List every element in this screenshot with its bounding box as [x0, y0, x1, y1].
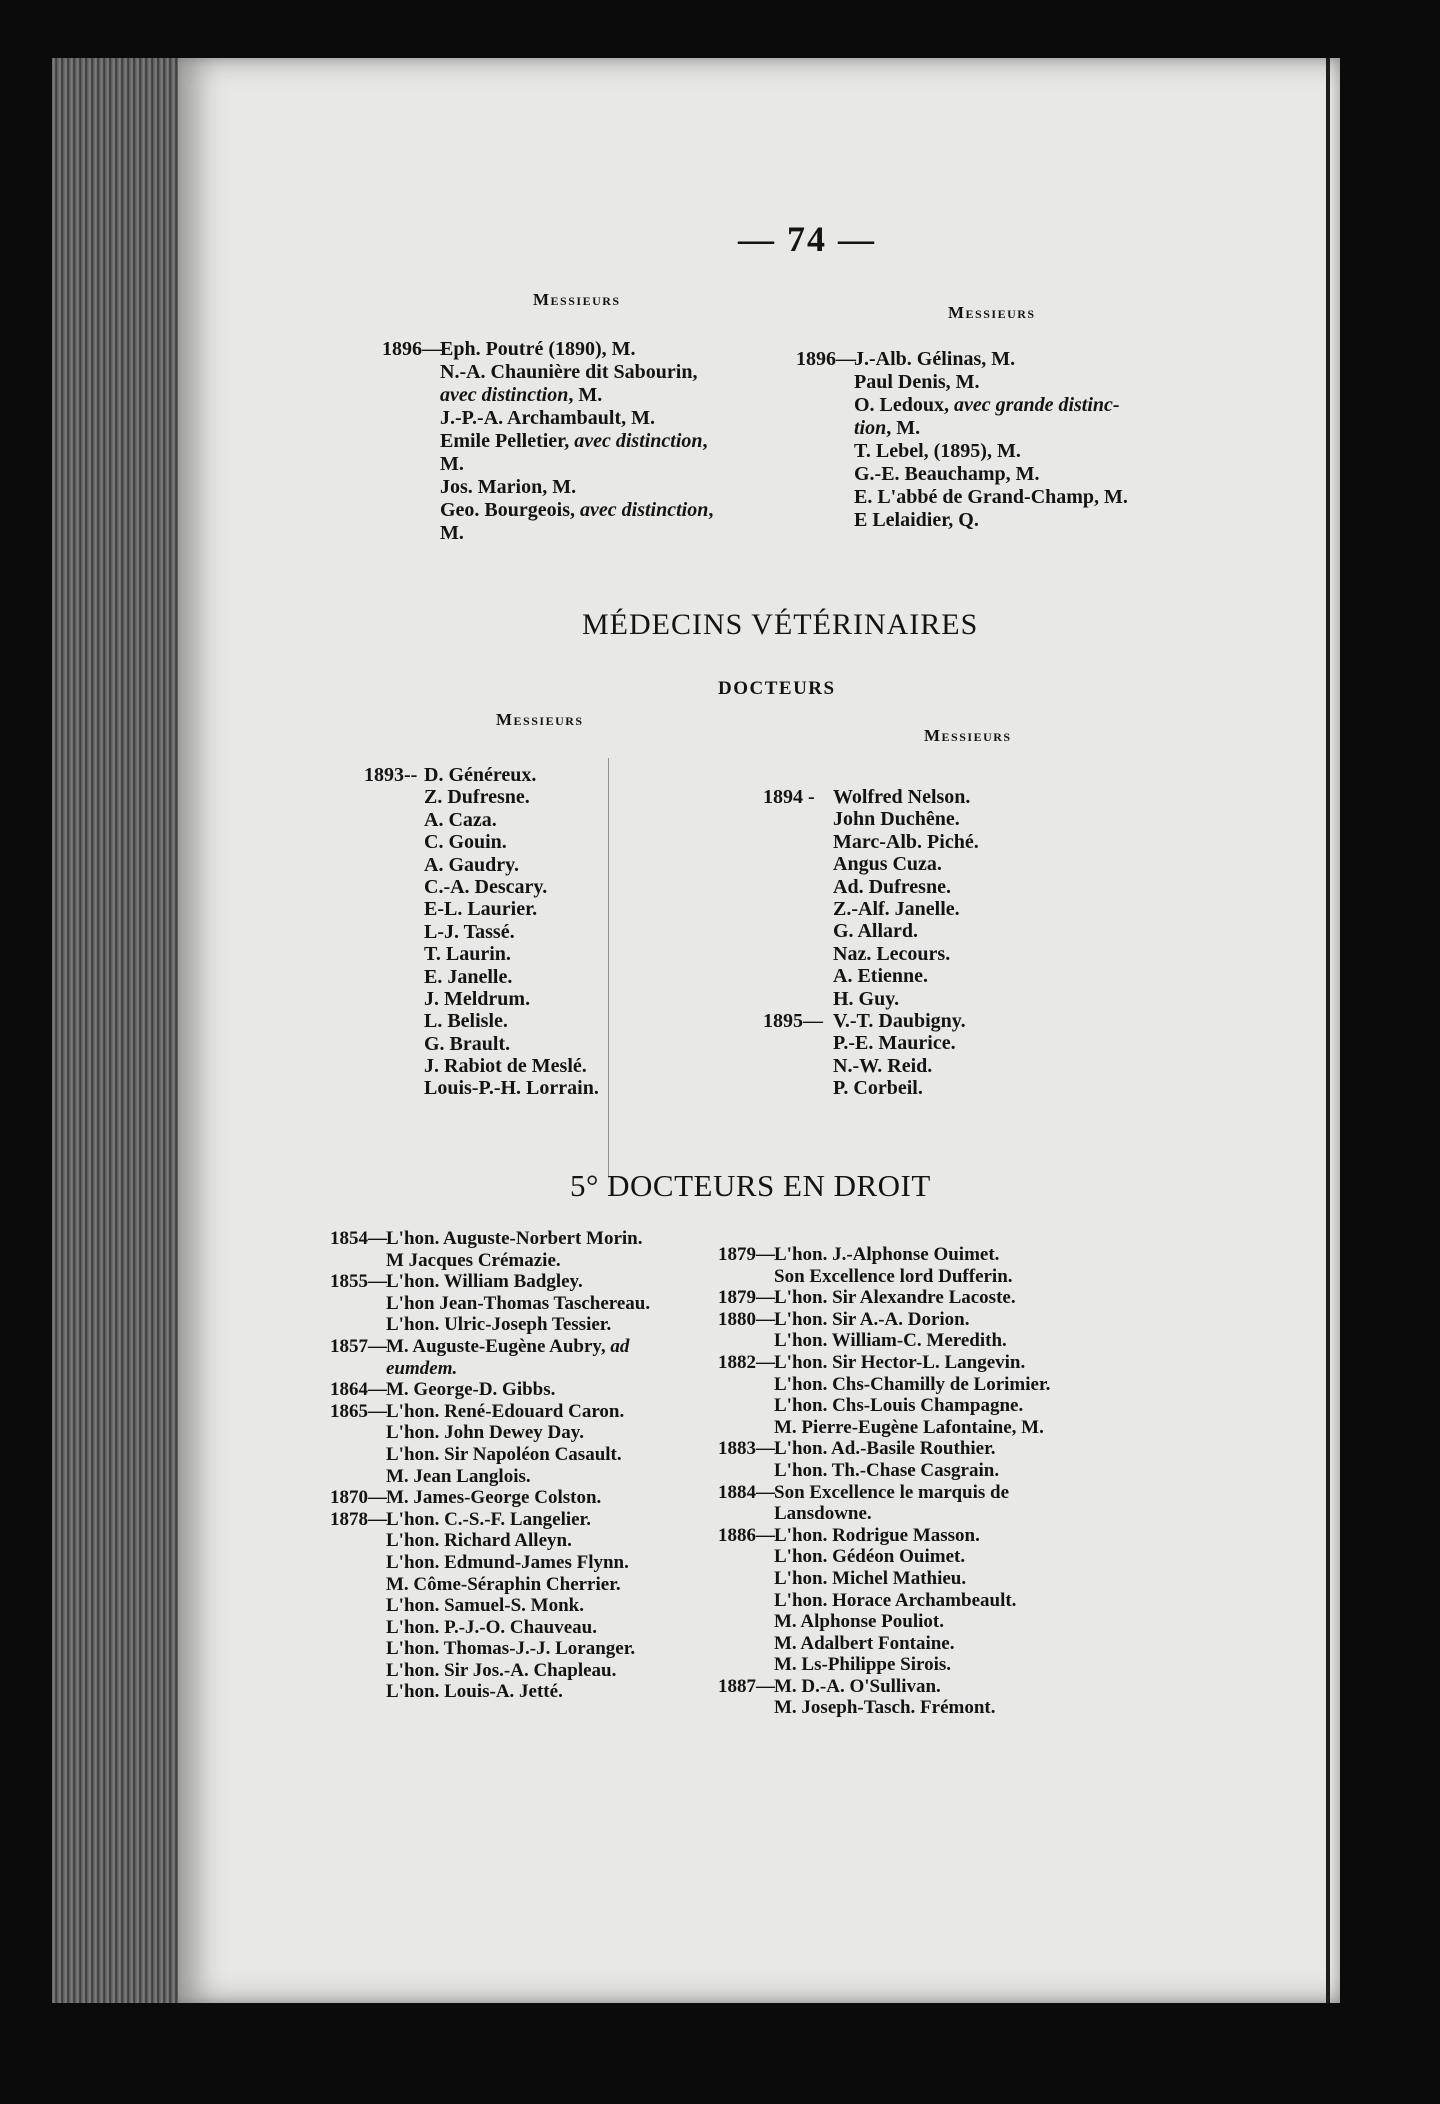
list-item — [718, 1590, 1050, 1612]
list-item — [763, 1055, 979, 1077]
entry-year: 1854— — [330, 1228, 387, 1249]
entry-name: L'hon. Horace Archambeault. — [774, 1589, 1017, 1611]
entry-name: L'hon. Auguste-Norbert Morin. — [386, 1228, 643, 1249]
entry-name: E. Janelle. — [424, 965, 513, 988]
entry-suffix: , — [702, 430, 708, 452]
list-item — [330, 1509, 650, 1531]
entry-name: A. Caza. — [424, 808, 497, 831]
docteurs-label: DOCTEURS — [718, 678, 836, 699]
entry-year: 1865— — [330, 1400, 387, 1422]
list-item — [330, 1574, 650, 1596]
list-item — [718, 1352, 1050, 1374]
entry-name: L'hon. Sir Alexandre Lacoste. — [774, 1287, 1016, 1309]
entry-name: Wolfred Nelson. — [833, 786, 971, 808]
entry-name: M. James-George Colston. — [386, 1487, 602, 1509]
entry-year: 1883— — [718, 1438, 775, 1460]
entry-suffix: , M. — [886, 417, 921, 439]
entry-name: M. Côme-Séraphin Cherrier. — [386, 1573, 621, 1595]
list-item — [364, 876, 599, 898]
list-item — [330, 1530, 650, 1552]
list-item — [364, 1055, 599, 1077]
list-item — [718, 1460, 1050, 1482]
entry-name: N.-A. Chaunière dit Sabourin, — [440, 361, 698, 383]
list-droit-right — [718, 1244, 1050, 1719]
list-vet-right — [763, 786, 979, 1099]
list-item — [718, 1503, 1050, 1525]
entry-year: 1879— — [718, 1244, 775, 1265]
entry-name: O. Ledoux, — [854, 394, 955, 416]
entry-distinction: avec distinction — [574, 430, 703, 452]
entry-year: 1864— — [330, 1379, 387, 1401]
list-item — [718, 1417, 1050, 1439]
list-item — [330, 1401, 650, 1423]
list-item — [796, 417, 1128, 440]
entry-name: E Lelaidier, Q. — [854, 509, 979, 531]
entry-name: L'hon. Th.-Chase Casgrain. — [774, 1459, 1000, 1481]
entry-name: J. Meldrum. — [424, 987, 531, 1010]
list-item — [330, 1358, 650, 1380]
list-item — [718, 1438, 1050, 1460]
entry-name: L'hon. Thomas-J.-J. Loranger. — [386, 1638, 636, 1660]
entry-name: M. Adalbert Fontaine. — [774, 1632, 955, 1654]
list-item — [718, 1309, 1050, 1331]
list-item — [330, 1681, 650, 1703]
entry-name: H. Guy. — [833, 987, 900, 1010]
list-item — [330, 1293, 650, 1315]
section-title-medecins-veterinaires: MÉDECINS VÉTÉRINAIRES — [582, 608, 979, 641]
entry-name: L-J. Tassé. — [424, 920, 515, 943]
entry-name: John Duchêne. — [833, 808, 960, 831]
vet-header-messieurs-left: Messieurs — [496, 710, 584, 729]
entry-name: M. Joseph-Tasch. Frémont. — [774, 1697, 996, 1719]
list-item — [364, 1033, 599, 1055]
list-item — [718, 1482, 1050, 1504]
list-item — [364, 1077, 599, 1099]
entry-name: M. — [440, 522, 464, 544]
list-item — [330, 1444, 650, 1466]
entry-year: 1895— — [763, 1009, 823, 1032]
list-item — [330, 1271, 650, 1293]
list-item — [330, 1228, 650, 1250]
list-item — [718, 1287, 1050, 1309]
entry-name: L'hon. Rodrigue Masson. — [774, 1524, 980, 1546]
entry-year: 1882— — [718, 1351, 775, 1373]
entry-name: J. Rabiot de Meslé. — [424, 1055, 587, 1078]
entry-name: L'hon. Edmund-James Flynn. — [386, 1551, 629, 1573]
list-item — [763, 988, 979, 1010]
list-item — [763, 898, 979, 920]
list-item — [330, 1466, 650, 1488]
entry-name: T. Laurin. — [424, 943, 511, 966]
page-border-line — [1326, 58, 1330, 2003]
entry-year: 1884— — [718, 1481, 775, 1503]
list-item — [330, 1487, 650, 1509]
list-item — [364, 809, 599, 831]
list-item — [718, 1266, 1050, 1288]
list-item — [763, 965, 979, 987]
list-item — [382, 384, 713, 407]
entry-name: J.-Alb. Gélinas, M. — [854, 348, 1016, 370]
list-item — [718, 1568, 1050, 1590]
list-item — [330, 1422, 650, 1444]
list-item — [796, 509, 1128, 532]
entry-year: 1880— — [718, 1308, 775, 1330]
entry-name: Jos. Marion, M. — [440, 476, 577, 498]
list-item — [763, 943, 979, 965]
entry-name: L'hon. Gédéon Ouimet. — [774, 1546, 966, 1568]
entry-year: 1855— — [330, 1271, 387, 1293]
list-item — [382, 476, 713, 499]
entry-name: Geo. Bourgeois, — [440, 499, 580, 521]
entry-name: L'hon Jean-Thomas Taschereau. — [386, 1292, 651, 1314]
list-item — [330, 1660, 650, 1682]
entry-distinction: ad — [610, 1335, 630, 1357]
list-item — [718, 1676, 1050, 1698]
entry-distinction: avec grande distinc- — [954, 394, 1120, 416]
entry-name: G. Allard. — [833, 920, 919, 943]
list-item — [718, 1633, 1050, 1655]
vet-header-messieurs-right: Messieurs — [924, 726, 1012, 745]
entry-year: 1886— — [718, 1524, 775, 1546]
entry-name: L'hon. Sir Napoléon Casault. — [386, 1443, 622, 1465]
list-item — [330, 1250, 650, 1272]
list-item — [330, 1638, 650, 1660]
entry-year: 1896— — [382, 338, 442, 360]
entry-name: T. Lebel, (1895), M. — [854, 440, 1021, 462]
entry-name: Son Excellence lord Dufferin. — [774, 1265, 1013, 1287]
entry-name: Eph. Poutré (1890), M. — [440, 338, 636, 360]
entry-name: L'hon. Louis-A. Jetté. — [386, 1681, 563, 1703]
list-item — [763, 853, 979, 875]
entry-year: 1857— — [330, 1335, 387, 1357]
entry-name: M. — [440, 453, 464, 475]
entry-distinction: avec distinction — [440, 384, 569, 406]
header-messieurs-left: Messieurs — [533, 290, 621, 309]
list-item — [763, 808, 979, 830]
entry-name: M. Auguste-Eugène Aubry, — [386, 1335, 611, 1357]
entry-name: P.-E. Maurice. — [833, 1032, 956, 1055]
entry-name: L'hon. Sir A.-A. Dorion. — [774, 1308, 970, 1330]
entry-name: N.-W. Reid. — [833, 1054, 933, 1077]
entry-name: L'hon. Sir Jos.-A. Chapleau. — [386, 1659, 617, 1681]
entry-name: L. Belisle. — [424, 1010, 508, 1033]
entry-year: 1878— — [330, 1508, 387, 1530]
list-top-left — [382, 338, 713, 545]
column-divider — [608, 758, 609, 1178]
entry-suffix: , M. — [568, 384, 603, 406]
list-item — [796, 463, 1128, 486]
list-item — [382, 453, 713, 476]
list-item — [718, 1546, 1050, 1568]
entry-name: M. D.-A. O'Sullivan. — [774, 1675, 941, 1697]
entry-name: Marc-Alb. Piché. — [833, 830, 979, 853]
list-item — [364, 854, 599, 876]
entry-name: L'hon. René-Edouard Caron. — [386, 1400, 625, 1422]
entry-name: L'hon. Samuel-S. Monk. — [386, 1595, 584, 1617]
list-item — [718, 1525, 1050, 1547]
list-item — [796, 440, 1128, 463]
entry-name: A. Gaudry. — [424, 853, 520, 876]
list-item — [763, 876, 979, 898]
list-item — [763, 920, 979, 942]
entry-name: A. Etienne. — [833, 965, 928, 988]
list-item — [718, 1330, 1050, 1352]
entry-distinction: avec distinction — [580, 499, 709, 521]
entry-name: D. Généreux. — [424, 764, 537, 786]
section-title-docteurs-en-droit: 5° DOCTEURS EN DROIT — [570, 1168, 931, 1203]
list-item — [382, 522, 713, 545]
entry-name: L'hon. Chs-Louis Champagne. — [774, 1395, 1024, 1417]
entry-name: L'hon. Richard Alleyn. — [386, 1530, 572, 1552]
entry-name: M. Jean Langlois. — [386, 1465, 531, 1487]
list-item — [330, 1617, 650, 1639]
list-item — [330, 1552, 650, 1574]
list-item — [796, 348, 1128, 371]
entry-name: Paul Denis, M. — [854, 371, 980, 393]
entry-name: Louis-P.-H. Lorrain. — [424, 1077, 599, 1100]
entry-name: J.-P.-A. Archambault, M. — [440, 407, 655, 429]
list-item — [364, 943, 599, 965]
list-item — [763, 786, 979, 808]
list-item — [718, 1697, 1050, 1719]
entry-name: L'hon. John Dewey Day. — [386, 1422, 584, 1444]
entry-name: L'hon. William-C. Meredith. — [774, 1330, 1007, 1352]
list-item — [718, 1374, 1050, 1396]
entry-name: P. Corbeil. — [833, 1077, 923, 1100]
list-droit-left — [330, 1228, 650, 1703]
list-item — [330, 1595, 650, 1617]
list-item — [382, 361, 713, 384]
entry-name: Lansdowne. — [774, 1503, 872, 1525]
header-messieurs-right: Messieurs — [948, 303, 1036, 322]
entry-name: Emile Pelletier, — [440, 430, 575, 452]
entry-name: C.-A. Descary. — [424, 875, 548, 898]
entry-name: L'hon. Ulric-Joseph Tessier. — [386, 1314, 612, 1336]
list-item — [364, 921, 599, 943]
entry-name: L'hon. Sir Hector-L. Langevin. — [774, 1351, 1026, 1373]
entry-name: L'hon. P.-J.-O. Chauveau. — [386, 1616, 597, 1638]
entry-year: 1870— — [330, 1487, 387, 1509]
list-item — [364, 966, 599, 988]
entry-year: 1893-- — [364, 764, 418, 786]
list-item — [364, 1010, 599, 1032]
entry-name: L'hon. Ad.-Basile Routhier. — [774, 1438, 996, 1460]
entry-name: E-L. Laurier. — [424, 898, 538, 921]
entry-year: 1879— — [718, 1287, 775, 1309]
list-item — [718, 1611, 1050, 1633]
entry-suffix: , — [708, 499, 714, 521]
entry-name: V.-T. Daubigny. — [833, 1009, 966, 1032]
list-item — [763, 1077, 979, 1099]
list-item — [382, 407, 713, 430]
entry-name: L'hon. J.-Alphonse Ouimet. — [774, 1244, 1000, 1265]
entry-name: M. Ls-Philippe Sirois. — [774, 1654, 952, 1676]
entry-name: L'hon. C.-S.-F. Langelier. — [386, 1508, 591, 1530]
entry-name: M. Alphonse Pouliot. — [774, 1611, 944, 1633]
entry-name: M. George-D. Gibbs. — [386, 1379, 556, 1401]
list-vet-left — [364, 764, 599, 1100]
scanned-page — [178, 58, 1340, 2003]
entry-name: Z. Dufresne. — [424, 786, 530, 809]
entry-name: L'hon. Chs-Chamilly de Lorimier. — [774, 1373, 1051, 1395]
list-item — [718, 1395, 1050, 1417]
list-item — [330, 1314, 650, 1336]
list-item — [364, 764, 599, 786]
list-item — [330, 1336, 650, 1358]
entry-year: 1894 - — [763, 786, 815, 808]
list-item — [763, 1032, 979, 1054]
entry-name: L'hon. William Badgley. — [386, 1271, 583, 1293]
list-item — [330, 1379, 650, 1401]
entry-name: C. Gouin. — [424, 831, 507, 854]
entry-distinction: tion — [854, 417, 887, 439]
entry-year: 1887— — [718, 1675, 775, 1697]
entry-name: G.-E. Beauchamp, M. — [854, 463, 1040, 485]
entry-name: Son Excellence le marquis de — [774, 1481, 1010, 1503]
entry-name: Angus Cuza. — [833, 853, 942, 876]
book-page-edges — [52, 58, 192, 2003]
entry-name: M Jacques Crémazie. — [386, 1249, 561, 1271]
entry-name: Naz. Lecours. — [833, 942, 951, 965]
list-top-right — [796, 348, 1128, 532]
list-item — [364, 786, 599, 808]
entry-distinction: eumdem. — [386, 1357, 458, 1379]
list-item — [382, 430, 713, 453]
list-item — [364, 831, 599, 853]
list-item — [364, 898, 599, 920]
entry-name: E. L'abbé de Grand-Champ, M. — [854, 486, 1128, 508]
list-item — [763, 1010, 979, 1032]
entry-name: L'hon. Michel Mathieu. — [774, 1567, 967, 1589]
list-item — [796, 394, 1128, 417]
entry-name: G. Brault. — [424, 1032, 511, 1055]
page-number: — 74 — — [738, 219, 876, 259]
list-item — [718, 1654, 1050, 1676]
entry-name: M. Pierre-Eugène Lafontaine, M. — [774, 1416, 1044, 1438]
list-item — [796, 486, 1128, 509]
entry-year: 1896— — [796, 348, 856, 370]
list-item — [796, 371, 1128, 394]
list-item — [718, 1244, 1050, 1266]
list-item — [763, 831, 979, 853]
list-item — [382, 338, 713, 361]
entry-name: Z.-Alf. Janelle. — [833, 897, 960, 920]
list-item — [364, 988, 599, 1010]
entry-name: Ad. Dufresne. — [833, 875, 951, 898]
list-item — [382, 499, 713, 522]
